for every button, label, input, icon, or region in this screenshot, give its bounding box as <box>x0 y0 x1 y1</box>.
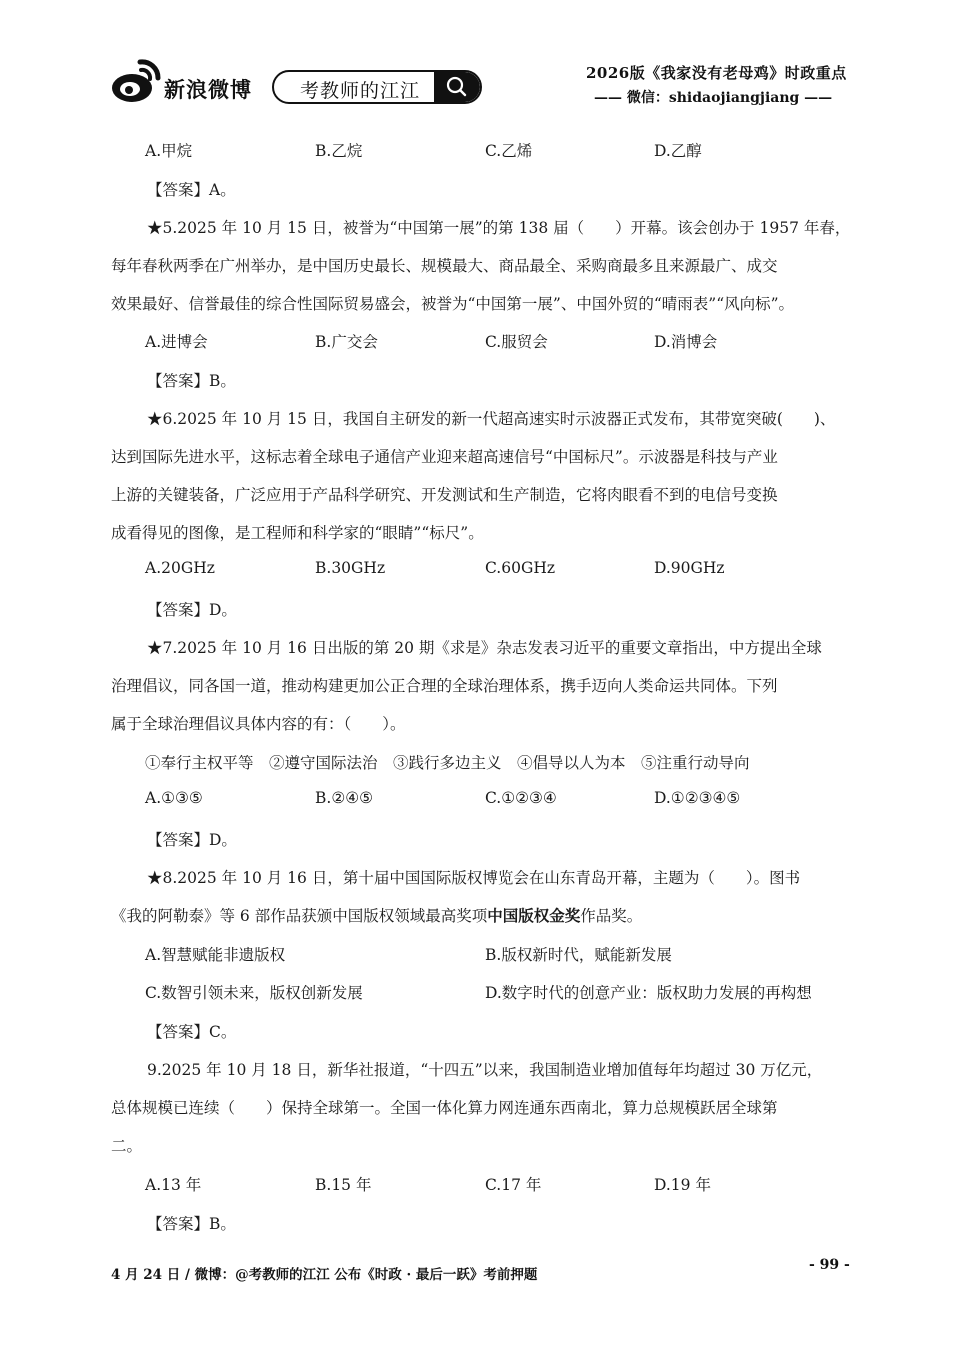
q6-line-2: 达到国际先进水平，这标志着全球电子通信产业迎来超高速信号“中国标尺”。示波器是科技与产业 <box>111 448 778 466</box>
q7-items: ①奉行主权平等 ②遵守国际法治 ③践行多边主义 ④倡导以人为本 ⑤注重行动导向 <box>145 754 750 772</box>
q7-option-c: C.①②③④ <box>485 789 557 807</box>
weibo-logo-icon <box>110 58 162 104</box>
weibo-logo-text: 新浪微博 <box>164 78 252 102</box>
q8-line-2-post: 作品奖。 <box>580 907 643 925</box>
footer-note: 4 月 24 日 / 微博：@考教师的江江 公布《时政 · 最后一跃》考前押题 <box>111 1267 538 1283</box>
q9-line-3: 二。 <box>111 1137 143 1155</box>
q5-line-1: ★5.2025 年 10 月 15 日，被誉为“中国第一展”的第 138 届（ ）开幕。该会创办于 1957 年春， <box>147 219 851 237</box>
q7-answer: 【答案】D。 <box>147 831 237 849</box>
q6-option-d: D.90GHz <box>654 559 725 577</box>
q8-option-a: A.智慧赋能非遗版权 <box>145 946 286 964</box>
page-number: - 99 - <box>809 1257 850 1273</box>
q6-option-b: B.30GHz <box>315 559 386 577</box>
q6-option-a: A.20GHz <box>145 559 215 577</box>
q8-option-d: D.数字时代的创意产业：版权助力发展的再构想 <box>485 984 812 1002</box>
q8-line-2 <box>111 904 642 926</box>
q7-option-a: A.①③⑤ <box>145 789 203 807</box>
q6-answer: 【答案】D。 <box>147 601 237 619</box>
q7-line-3: 属于全球治理倡议具体内容的有：（ ）。 <box>111 715 406 733</box>
search-query: 考教师的江江 <box>300 80 421 102</box>
q9-option-a: A.13 年 <box>145 1176 202 1194</box>
q8-line-1: ★8.2025 年 10 月 16 日，第十届中国国际版权博览会在山东青岛开幕，主题为（ ）。图书 <box>147 869 801 887</box>
header-title: 2026版《我家没有老母鸡》时政重点 <box>586 64 847 82</box>
q5-line-2: 每年春秋两季在广州举办，是中国历史最长、规模最大、商品最全、采购商最多且来源最广、成交 <box>111 257 778 275</box>
q8-option-b: B.版权新时代，赋能新发展 <box>485 946 672 964</box>
q9-option-d: D.19 年 <box>654 1176 711 1194</box>
q9-option-c: C.17 年 <box>485 1176 542 1194</box>
header-subtitle: —— 微信：shidaojiangjiang —— <box>594 90 833 106</box>
q7-option-b: B.②④⑤ <box>315 789 374 807</box>
q5-option-d: D.消博会 <box>654 333 718 351</box>
q6-line-1: ★6.2025 年 10 月 15 日，我国自主研发的新一代超高速实时示波器正式发布，其带宽突破( )、 <box>147 410 836 428</box>
q7-option-d: D.①②③④⑤ <box>654 789 741 807</box>
q8-award-name: 中国版权金奖 <box>487 906 581 925</box>
q7-line-2: 治理倡议，同各国一道，推动构建更加公正合理的全球治理体系，携手迈向人类命运共同体。下列 <box>111 677 778 695</box>
q5-option-c: C.服贸会 <box>485 333 548 351</box>
q6-option-c: C.60GHz <box>485 559 556 577</box>
q4-option-b: B.乙烷 <box>315 142 363 160</box>
q4-option-a: A.甲烷 <box>145 142 193 160</box>
q8-answer: 【答案】C。 <box>147 1023 237 1041</box>
q5-option-b: B.广交会 <box>315 333 378 351</box>
q5-option-a: A.进博会 <box>145 333 208 351</box>
q9-line-1: 9.2025 年 10 月 18 日，新华社报道，“十四五”以来，我国制造业增加值每年均超过 30 万亿元， <box>147 1061 823 1079</box>
q8-option-c: C.数智引领未来，版权创新发展 <box>145 984 363 1002</box>
search-button[interactable] <box>434 72 480 102</box>
q7-line-1: ★7.2025 年 10 月 16 日出版的第 20 期《求是》杂志发表习近平的重要文章指出，中方提出全球 <box>147 639 822 657</box>
q4-option-d: D.乙醇 <box>654 142 702 160</box>
q8-line-2-pre: 《我的阿勒泰》等 6 部作品获颁中国版权领域最高奖项 <box>111 907 488 925</box>
page-header <box>0 0 953 130</box>
search-bar[interactable] <box>272 70 482 104</box>
q6-line-4: 成看得见的图像，是工程师和科学家的“眼睛”“标尺”。 <box>111 524 484 542</box>
q6-line-3: 上游的关键装备，广泛应用于产品科学研究、开发测试和生产制造，它将肉眼看不到的电信号变换 <box>111 486 778 504</box>
q5-line-3: 效果最好、信誉最佳的综合性国际贸易盛会，被誉为“中国第一展”、中国外贸的“晴雨表”“风向标”。 <box>111 295 795 313</box>
q9-line-2: 总体规模已连续（ ）保持全球第一。全国一体化算力网连通东西南北，算力总规模跃居全球第 <box>111 1099 778 1117</box>
q4-answer: 【答案】A。 <box>147 181 236 199</box>
q4-option-c: C.乙烯 <box>485 142 533 160</box>
q5-answer: 【答案】B。 <box>147 372 236 390</box>
q9-answer: 【答案】B。 <box>147 1215 236 1233</box>
q9-option-b: B.15 年 <box>315 1176 372 1194</box>
search-icon <box>434 72 480 102</box>
